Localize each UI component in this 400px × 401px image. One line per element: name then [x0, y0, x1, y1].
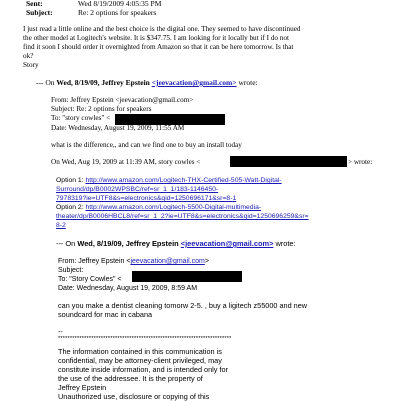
email-link[interactable]: <jeevacation@gmail.com> — [151, 78, 237, 87]
signature-stars: ************************************************************************* — [58, 336, 232, 342]
option-1-link[interactable]: Surround/dp/B0002WPSBC/ref=sr_1_1/183-1146450- — [56, 186, 219, 193]
redaction-block — [132, 271, 242, 282]
option-1-link[interactable]: 7978319?ie=UTF8&s=electronics&qid=1250696171&sr=8-1 — [56, 195, 237, 202]
disclaimer-line: constitute inside information, and is intended only for — [58, 365, 228, 374]
on-aug-suffix: > wrote: — [348, 158, 373, 166]
reply-line: the other model at Logitech's website. It is $347.75. I am looking for it locally but if I do not — [23, 34, 289, 42]
option-2-link[interactable]: theater/dp/B0006HBCL8/ref=sr_1_2?ie=UTF8&s=electronics&qid=1250696259&sr= — [56, 213, 309, 220]
reply-signoff: Story — [23, 61, 39, 69]
disclaimer-line: confidential, may be attorney-client privileged, may — [58, 356, 222, 365]
signature-dash: -- — [58, 329, 63, 336]
option-1-link[interactable]: http://www.amazon.com/Logitech-THX-Certified-505-Watt-Digital- — [85, 177, 282, 184]
quote-subject: Subject: Re: 2 options for speakers — [51, 105, 152, 113]
quote-to: To: "story cowles" < — [51, 114, 111, 122]
option-2-link[interactable]: 8-2 — [56, 222, 66, 229]
disclaimer-line: The information contained in this communication is — [58, 347, 222, 356]
quote-date: Date: Wednesday, August 19, 2009, 8:59 AM — [58, 285, 198, 292]
question-line: what is the difference,, and can we find one to buy an install today — [51, 141, 242, 149]
on-aug-prefix: On Wed, Aug 19, 2009 at 11:39 AM, story cowles < — [51, 158, 201, 166]
redaction-block — [230, 156, 347, 167]
email-link[interactable]: <jeevacation@gmail.com> — [180, 239, 274, 248]
quote-subject: Subject: — [58, 267, 84, 274]
dentist-line: can you make a dentist cleaning tomorw 2-5. , buy a ligitech z55000 and new — [58, 301, 308, 310]
dentist-line: soundcard for mac in cabana — [58, 310, 153, 319]
subject-value: Re: 2 options for speakers — [78, 8, 157, 17]
quote-to: To: "Story Cowles" < — [58, 276, 122, 283]
quote-date: Date: Wednesday, August 19, 2009, 11:55 AM — [51, 124, 185, 132]
email-link[interactable]: jeevacation@gmail.com — [130, 258, 205, 265]
sent-label: Sent: — [26, 0, 43, 8]
option-2: Option 2: http://www.amazon.com/Logitech-5500-Digital-multimedia- — [56, 204, 262, 211]
quote-from: From: Jeffrey Epstein <jeevacation@gmail.com> — [58, 258, 209, 265]
disclaimer-line: Unauthorized use, disclosure or copying of this — [58, 392, 210, 401]
reply-line: ok? — [23, 52, 34, 60]
disclaimer-line: Jeffrey Epstein — [58, 383, 107, 392]
disclaimer-line: the use of the addressee. It is the property of — [58, 374, 203, 383]
quote-from: From: Jeffrey Epstein <jeevacation@gmail.com> — [51, 96, 194, 104]
option-1: Option 1: http://www.amazon.com/Logitech-THX-Certified-505-Watt-Digital- — [56, 177, 282, 184]
quote-header: --- On Wed, 8/19/09, Jeffrey Epstein <jeevacation@gmail.com> wrote: — [56, 239, 296, 248]
option-2-link[interactable]: http://www.amazon.com/Logitech-5500-Digital-multimedia- — [85, 204, 262, 211]
sent-value: Wed 8/19/2009 4:05:35 PM — [78, 0, 162, 8]
reply-line: find it soon I should order it overnighted from Amazon so that it can be here tomorrow. Is that — [23, 43, 294, 51]
quote-header: --- On Wed, 8/19/09, Jeffrey Epstein <jeevacation@gmail.com> wrote: — [36, 78, 258, 87]
reply-line: I just read a little online and the best choice is the digital one. They seemed to have discontinued — [23, 25, 301, 33]
subject-label: Subject: — [26, 8, 53, 17]
